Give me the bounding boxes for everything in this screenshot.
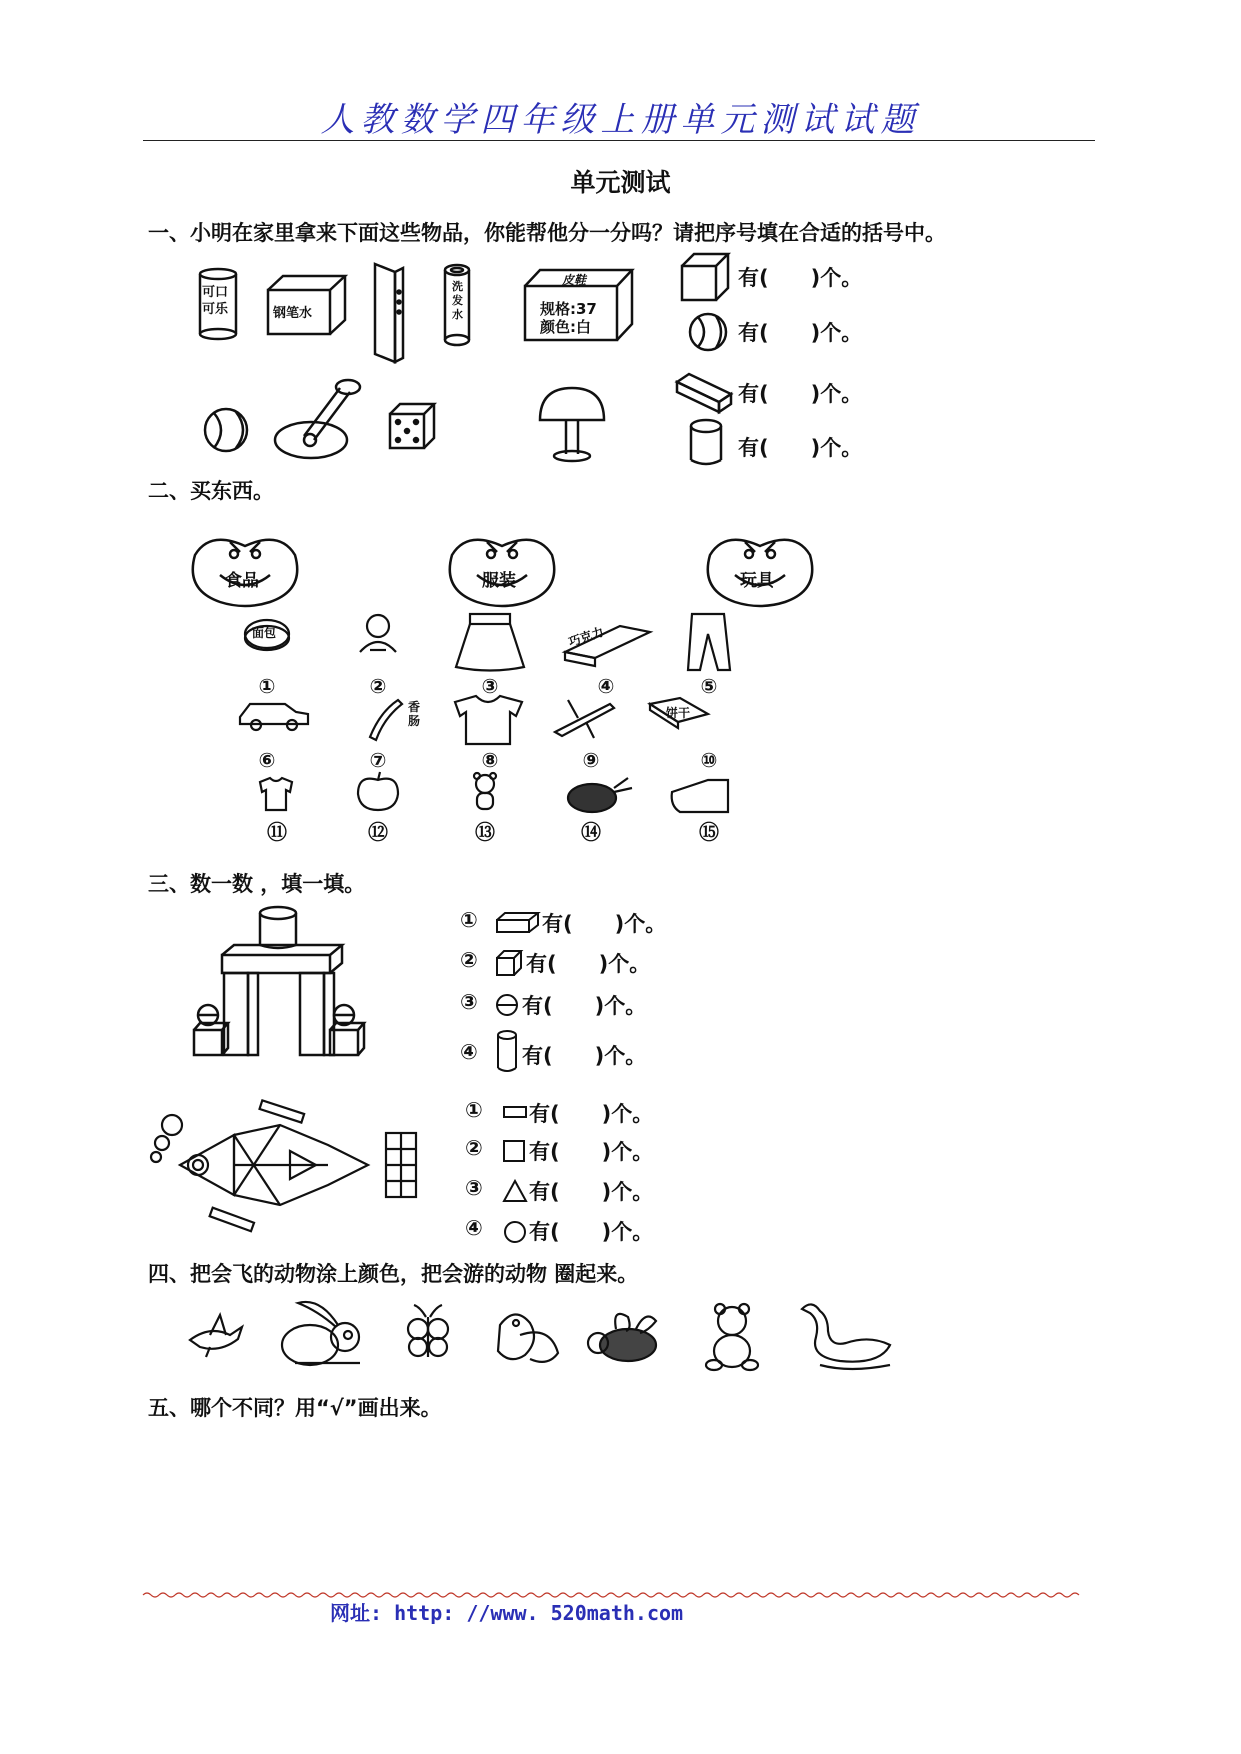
pineapple-icon — [568, 778, 632, 812]
item-number: ⑬ — [475, 820, 495, 844]
chocolate-label: 巧克力 — [566, 624, 606, 650]
bee-icon — [588, 1314, 656, 1361]
ink-label: 钢笔水 — [273, 306, 313, 321]
page-title: 单元测试 — [570, 168, 671, 197]
q3-part1-text-4[interactable]: 有( )个。 — [522, 1044, 647, 1068]
category-clothing — [447, 530, 557, 614]
cube-icon — [680, 252, 740, 302]
sphere-icon — [688, 312, 732, 356]
question-2-prompt: 二、买东西。 — [148, 479, 274, 503]
q1-answer-text-3[interactable]: 有( )个。 — [738, 382, 863, 406]
footer-url[interactable]: 网址: http: //www. 520math.com — [330, 1601, 684, 1625]
item-number: ⑦ — [369, 748, 387, 772]
question-3-prompt: 三、数一数 ，填一填。 — [148, 872, 366, 896]
q2-items-grid — [230, 612, 790, 846]
q3-part1-num-2: ② — [460, 948, 478, 972]
squirrel-icon — [498, 1314, 558, 1361]
book-icon — [375, 264, 403, 362]
sphere-icon — [496, 994, 520, 1018]
q2-items-illustration — [230, 612, 790, 842]
item-number: ⑭ — [581, 820, 601, 844]
q1-answer-text-1[interactable]: 有( )个。 — [738, 266, 863, 290]
q3-part2-num-1: ① — [465, 1098, 483, 1122]
cuboid-icon — [496, 912, 542, 934]
lamp-icon — [275, 380, 360, 458]
q3-part1-num-1: ① — [460, 908, 478, 932]
q1-items-row1 — [180, 262, 680, 366]
dice-icon — [390, 404, 434, 448]
boot-icon — [672, 780, 728, 812]
category-toys-label: 玩具 — [740, 571, 774, 591]
q1-objects-illustration — [180, 262, 680, 362]
cola-label: 可口可乐 — [202, 285, 229, 317]
item-number: ⑩ — [700, 748, 718, 772]
biscuit-label: 饼干 — [666, 706, 691, 720]
q3-part1-num-4: ④ — [460, 1040, 478, 1064]
q3-part1-text-3[interactable]: 有( )个。 — [522, 994, 647, 1018]
q1-answer-cube — [680, 252, 863, 306]
cube-icon — [496, 950, 526, 976]
header-title: 人教数学四年级上册单元测试试题 — [320, 100, 921, 140]
rabbit-icon — [282, 1302, 360, 1365]
block-arch-figure — [190, 905, 370, 1069]
q3-part2-text-3[interactable]: 有( )个。 — [529, 1180, 654, 1204]
item-number: ⑨ — [582, 748, 600, 772]
bear-icon — [706, 1304, 758, 1370]
q3-part2-num-4: ④ — [465, 1216, 483, 1240]
item-number: ③ — [481, 674, 499, 698]
q3-part2-num-3: ③ — [465, 1176, 483, 1200]
shoebox-color-label: 颜色:白 — [540, 318, 591, 336]
rectangle-icon — [503, 1106, 529, 1120]
q4-animals-row — [180, 1295, 900, 1379]
mushroom-stool-icon — [540, 388, 604, 461]
cylinder-icon — [688, 418, 732, 468]
q3-part1-num-3: ③ — [460, 990, 478, 1014]
sausage-icon — [370, 700, 402, 740]
square-icon — [503, 1140, 527, 1164]
skirt-icon — [456, 614, 524, 671]
bread-label: 面包 — [252, 626, 277, 640]
q1-answer-text-4[interactable]: 有( )个。 — [738, 436, 863, 460]
airplane-icon — [555, 700, 614, 738]
item-number: ⑮ — [699, 820, 719, 844]
category-food-label: 食品 — [225, 571, 259, 591]
q1-objects-illustration-2 — [200, 370, 620, 470]
shoebox-spec-label: 规格:37 — [540, 300, 597, 318]
question-4-prompt: 四、把会飞的动物涂上颜色，把会游的动物 圈起来。 — [148, 1262, 639, 1286]
q3-part2-text-1[interactable]: 有( )个。 — [529, 1102, 654, 1126]
sausage-label: 香肠 — [408, 700, 421, 728]
car-icon — [240, 704, 308, 730]
circle-icon — [503, 1220, 529, 1244]
item-number: ④ — [597, 674, 615, 698]
q1-answer-cuboid — [675, 372, 863, 420]
item-number: ⑫ — [368, 820, 388, 844]
item-number: ⑧ — [481, 748, 499, 772]
q3-part1-text-1[interactable]: 有( )个。 — [542, 912, 667, 936]
q1-answer-cylinder — [688, 418, 863, 472]
category-food — [190, 530, 300, 614]
triangle-icon — [503, 1180, 529, 1204]
question-1-prompt: 一、小明在家里拿来下面这些物品，你能帮他分一分吗？请把序号填在合适的括号中。 — [148, 221, 946, 245]
shampoo-label: 洗发水 — [452, 280, 463, 321]
q1-answer-sphere — [688, 312, 863, 360]
header-divider — [143, 140, 1095, 141]
teddy-bear-icon — [474, 773, 496, 809]
cylinder-icon — [496, 1030, 520, 1074]
doll-icon — [360, 615, 396, 652]
fish-figure — [148, 1105, 428, 1229]
item-number: ⑪ — [267, 820, 287, 844]
q1-items-row2 — [200, 370, 620, 474]
category-toys — [705, 530, 815, 614]
question-5-prompt: 五、哪个不同？用“√”画出来。 — [148, 1396, 442, 1420]
apple-icon — [358, 772, 398, 810]
q3-part1-text-2[interactable]: 有( )个。 — [526, 952, 651, 976]
q4-animals-illustration — [180, 1295, 900, 1375]
q1-answer-text-2[interactable]: 有( )个。 — [738, 321, 863, 345]
shirt-icon — [455, 696, 522, 744]
item-number: ⑥ — [258, 748, 276, 772]
item-number: ① — [258, 674, 276, 698]
q3-part2-num-2: ② — [465, 1136, 483, 1160]
cuboid-icon — [675, 372, 741, 416]
fish-shapes-icon — [148, 1105, 428, 1225]
q3-part2-text-4[interactable]: 有( )个。 — [529, 1220, 654, 1244]
swan-icon — [802, 1304, 890, 1369]
tshirt-icon — [260, 778, 292, 810]
block-arch-icon — [190, 905, 370, 1065]
trousers-icon — [688, 614, 730, 670]
ball-icon — [205, 409, 247, 451]
bird-icon — [190, 1315, 242, 1357]
item-number: ② — [369, 674, 387, 698]
item-number: ⑤ — [700, 674, 718, 698]
shoebox-top-label: 皮鞋 — [562, 273, 587, 287]
category-clothing-label: 服装 — [482, 571, 516, 591]
butterfly-icon — [408, 1305, 448, 1357]
q3-part2-text-2[interactable]: 有( )个。 — [529, 1140, 654, 1164]
